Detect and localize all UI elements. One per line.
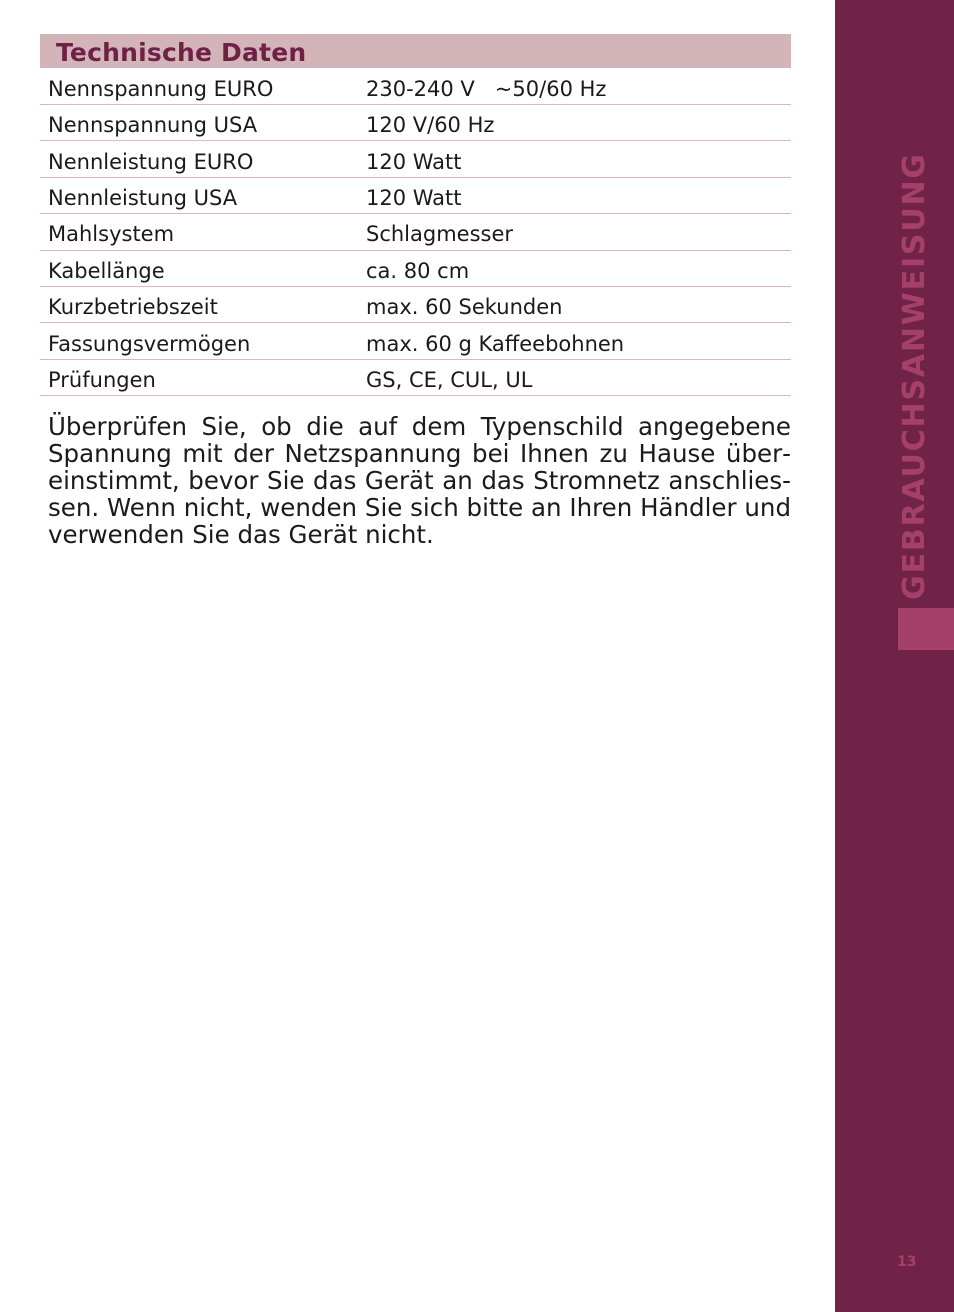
section-title: Technische Daten <box>56 37 307 67</box>
spec-label: Nennleistung USA <box>48 185 238 210</box>
spec-label: Nennleistung EURO <box>48 149 254 174</box>
spec-row <box>40 323 791 359</box>
section-header <box>40 34 791 68</box>
spec-row <box>40 251 791 287</box>
spec-label: Nennspannung EURO <box>48 76 274 101</box>
spec-row <box>40 214 791 250</box>
sidebar-band <box>835 0 954 1312</box>
spec-label: Kabellänge <box>48 258 165 283</box>
spec-row <box>40 141 791 177</box>
spec-label: Kurzbetriebszeit <box>48 295 218 320</box>
spec-value: ca. 80 cm <box>366 258 470 283</box>
spec-row <box>40 287 791 323</box>
spec-value: 230-240 V ~50/60 Hz <box>366 76 607 101</box>
spec-value: max. 60 g Kaffeebohnen <box>366 331 625 356</box>
main-content <box>40 34 791 573</box>
spec-row <box>40 360 791 396</box>
spec-value: Schlagmesser <box>366 222 514 247</box>
spec-label: Prüfungen <box>48 367 156 392</box>
spec-row <box>40 105 791 141</box>
notice-paragraph: Überprüfen Sie, ob die auf dem Typenschild angegebene Spannung mit der Netzspannung bei Ihnen zu Hause übereinstimmt, bevor Sie das Gerät an das Stromnetz anschliessen. Wenn nicht, wenden Sie sich bitte an Ihren Händler und verwenden Sie das Gerät nicht. <box>48 412 791 550</box>
spec-label: Nennspannung USA <box>48 113 258 138</box>
spec-value: 120 Watt <box>366 149 462 174</box>
spec-value: 120 V/60 Hz <box>366 113 495 138</box>
spec-value: max. 60 Sekunden <box>366 295 563 320</box>
spec-table <box>40 68 791 396</box>
sidebar-accent-tab <box>898 608 954 650</box>
spec-label: Fassungsvermögen <box>48 331 251 356</box>
spec-row <box>40 68 791 105</box>
page-number: 13 <box>897 1254 917 1270</box>
spec-label: Mahlsystem <box>48 222 175 247</box>
spec-row <box>40 178 791 214</box>
spec-value: 120 Watt <box>366 185 462 210</box>
sidebar-title: GEBRAUCHSANWEISUNG <box>897 152 932 600</box>
spec-value: GS, CE, CUL, UL <box>366 367 533 392</box>
